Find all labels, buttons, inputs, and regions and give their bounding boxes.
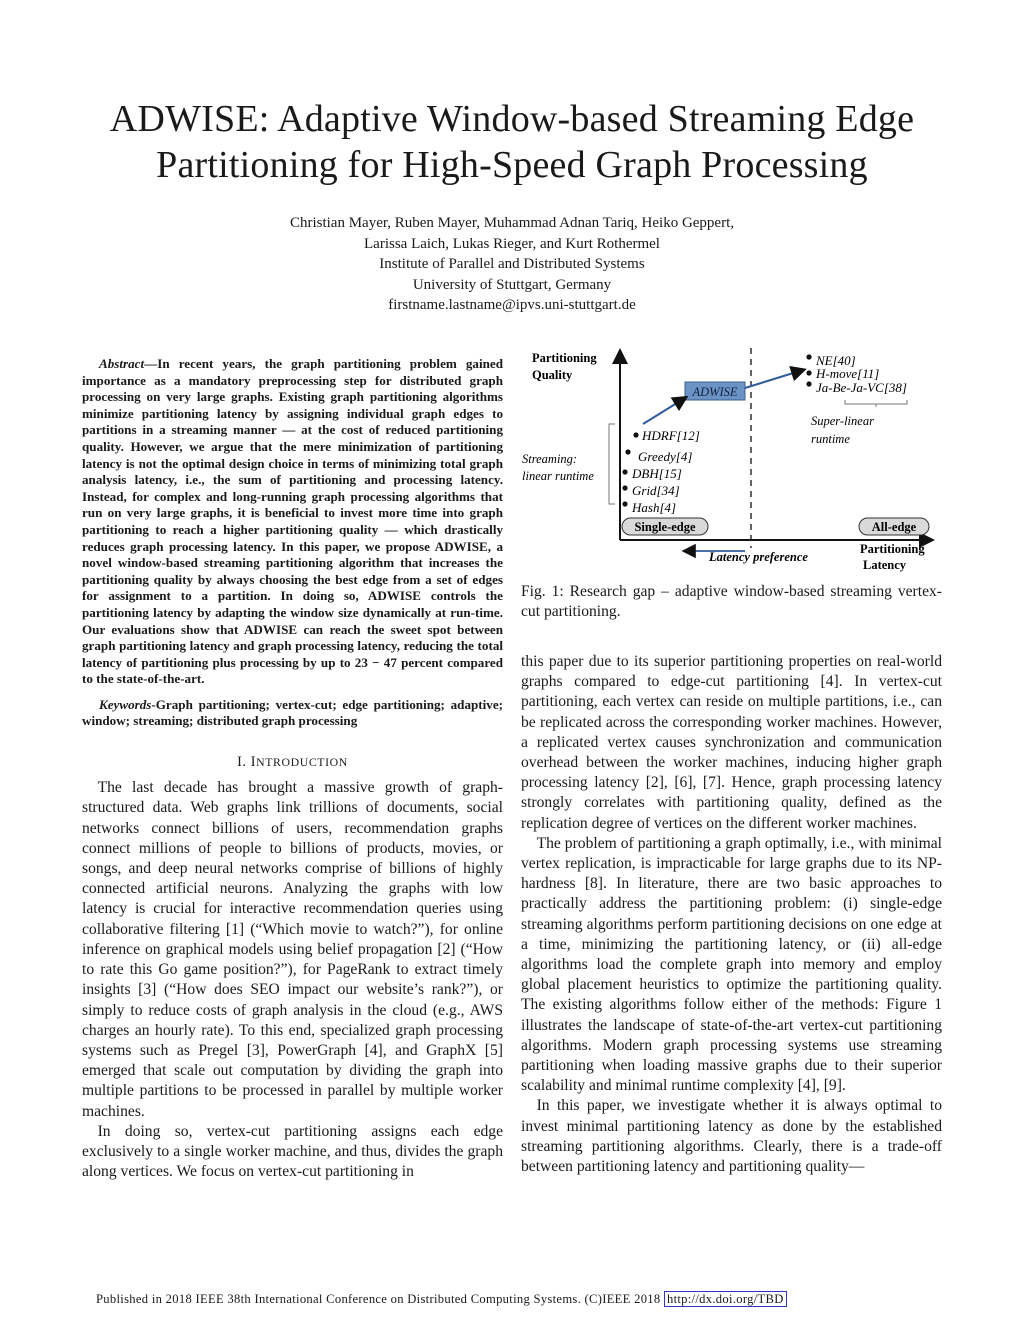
point-greedy	[625, 449, 630, 454]
point-jabeja	[806, 381, 811, 386]
keywords-label: Keywords	[99, 696, 152, 712]
intro-paragraph-3: this paper due to its superior partitioning properties on real-world graphs compared to edge-cut partitioning [4]. In vertex-cut partitioning, each vertex can reside on multiple partitions, i.e., can be replicated across the corresponding worker machines. However, a replicated vertex causes synchronization and communication overhead between the worker machines, inducing higher graph processing latency [2], [6], [7]. Hence, graph processing latency strongly correlates with partitioning quality, defined as the replication degree of vertices on the different worker machines.	[521, 653, 942, 832]
authors-line-2: Larissa Laich, Lukas Rieger, and Kurt Rothermel	[364, 235, 660, 252]
arrow-to-adwise	[643, 398, 685, 424]
point-dbh	[622, 469, 627, 474]
label-hmove: H-move[11]	[816, 366, 880, 381]
section-heading	[82, 752, 503, 772]
author-block	[112, 213, 912, 316]
section-title-rest: NTRODUCTION	[256, 755, 348, 770]
keywords	[82, 697, 503, 730]
title-line-1: ADWISE: Adaptive Window-based Streaming Edge	[109, 98, 915, 140]
doi-link[interactable]: http://dx.doi.org/TBD	[664, 1291, 787, 1307]
streaming-label-1: Streaming:	[522, 452, 578, 466]
intro-paragraph-2: In doing so, vertex-cut partitioning assigns each edge exclusively to a single worker machine, and thus, divides the graph along vertices. We focus on vertex-cut partitioning in	[82, 1122, 503, 1181]
latency-preference-label: Latency preference	[709, 550, 808, 564]
intro-paragraph-1: The last decade has brought a massive growth of graph-structured data. Web graphs link trillions of documents, social networks connect billions of users, recommendation graphs connect millions of people to billions of products, movies, or songs, and deep neural networks comprise of billions of highly connected artificial neurons. Analyzing the graphs with low latency is crucial for interactive recommendation queries using collaborative filtering [1] (“Which movie to watch?”), for online inference on graphical models using belief propagation [2] (“How to rate this Go game position?”), for PageRank to extract timely insights [3] (“How does SEO impact our website’s rank?”), or simply to reduce costs of graph analysis in the cloud (e.g., AWS charges an hourly rate). To this end, specialized graph processing systems such as Pregel [3], PowerGraph [4], and GraphX [5] emerged that scale out computation by dividing the graph into multiple partitions to be processed in parallel by multiple worker machines.	[82, 779, 503, 1120]
point-ne	[806, 354, 811, 359]
superlinear-label-2: runtime	[811, 432, 850, 446]
streaming-bracket	[609, 424, 615, 504]
footer	[96, 1292, 787, 1307]
label-grid: Grid[34]	[632, 483, 680, 498]
streaming-label-2: linear runtime	[522, 469, 594, 483]
abstract	[82, 356, 503, 688]
x-label-1: Partitioning	[860, 542, 925, 556]
point-hdrf	[633, 432, 638, 437]
label-hdrf: HDRF[12]	[642, 428, 700, 443]
right-column	[521, 652, 942, 1177]
keywords-text: -Graph partitioning; vertex-cut; edge partitioning; adaptive; window; streaming; distributed graph processing	[82, 696, 503, 729]
point-hmove	[806, 370, 811, 375]
label-greedy: Greedy[4]	[638, 449, 693, 464]
email[interactable]: firstname.lastname@ipvs.uni-stuttgart.de	[388, 297, 636, 313]
abstract-text: —In recent years, the graph partitioning problem gained importance as a mandatory preprocessing step for distributed graph processing on very large graphs. Existing graph partitioning algorithms minimize partitioning latency by assigning individual graph edges to partitions in a streaming manner — at the cost of reduced partitioning quality. However, we argue that the mere minimization of partitioning latency is not the optimal design choice in terms of minimizing total graph analysis latency, i.e., the sum of partitioning and processing latency. Instead, for complex and long-running graph processing algorithms that run on very large graphs, it is beneficial to invest more time into graph partitioning to reach a higher partitioning quality — which drastically reduces graph processing latency. In this paper, we propose ADWISE, a novel window-based streaming partitioning algorithm that increases the partitioning quality by always choosing the best edge from a set of edges for assignment to a partition. In doing so, ADWISE controls the partitioning latency by adapting the window size dynamically at run-time. Our evaluations show that ADWISE can reach the sweet spot between graph partitioning latency and graph processing latency, reducing the total latency of partitioning plus processing by up to 23 − 47 percent compared to the state-of-the-art.	[82, 356, 503, 687]
label-dbh: DBH[15]	[632, 466, 682, 481]
label-jabeja: Ja-Be-Ja-VC[38]	[816, 380, 907, 395]
abstract-label: Abstract	[99, 356, 145, 371]
point-hash	[622, 501, 627, 506]
x-label-2: Latency	[863, 558, 907, 572]
paper-title	[40, 96, 984, 188]
section-number: I.	[237, 754, 247, 771]
all-edge-label: All-edge	[871, 520, 917, 534]
left-column	[82, 356, 503, 1182]
figure-caption: Fig. 1: Research gap – adaptive window-based streaming vertex-cut partitioning.	[521, 583, 942, 621]
arrow-from-adwise	[745, 370, 803, 388]
affiliation: Institute of Parallel and Distributed Systems	[379, 256, 645, 272]
intro-paragraph-4: The problem of partitioning a graph optimally, i.e., with minimal vertex replication, is impracticable for large graphs due to its NP-hardness [8]. In literature, there are two basic approaches to practically address the partitioning problem: (i) single-edge streaming algorithms perform partitioning decisions on one edge at a time, minimizing the partitioning latency, or (ii) all-edge algorithms load the complete graph into memory and employ global placement heuristics to optimize the partitioning quality. The existing algorithms follow either of the methods: Figure 1 illustrates the landscape of state-of-the-art vertex-cut partitioning algorithms. Modern graph processing systems use streaming partitioning when loading massive graphs due to their superior scalability and minimal runtime complexity [4], [9].	[521, 834, 942, 1095]
label-ne: NE[40]	[816, 353, 856, 368]
title-line-2: Partitioning for High-Speed Graph Processing	[156, 144, 868, 186]
university: University of Stuttgart, Germany	[412, 276, 612, 293]
section-title-cap: I	[250, 754, 257, 771]
label-hash: Hash[4]	[632, 500, 677, 515]
y-label-1: Partitioning	[532, 351, 597, 365]
y-label-2: Quality	[532, 368, 573, 382]
superlinear-bracket	[845, 400, 907, 407]
authors-line-1: Christian Mayer, Ruben Mayer, Muhammad Adnan Tariq, Heiko Geppert,	[289, 215, 735, 231]
adwise-label: ADWISE	[692, 385, 738, 399]
figure-1	[519, 344, 949, 580]
superlinear-label-1: Super-linear	[811, 414, 874, 428]
point-grid	[622, 485, 627, 490]
intro-paragraph-5: In this paper, we investigate whether it is always optimal to invest minimal partitioning latency as done by the established streaming partitioning algorithms. Clearly, there is a trade-off between partitioning latency and partitioning quality—	[521, 1097, 942, 1176]
single-edge-label: Single-edge	[634, 520, 696, 534]
footer-text: Published in 2018 IEEE 38th International Conference on Distributed Computing Systems. (C)IEEE 2018	[96, 1292, 661, 1306]
